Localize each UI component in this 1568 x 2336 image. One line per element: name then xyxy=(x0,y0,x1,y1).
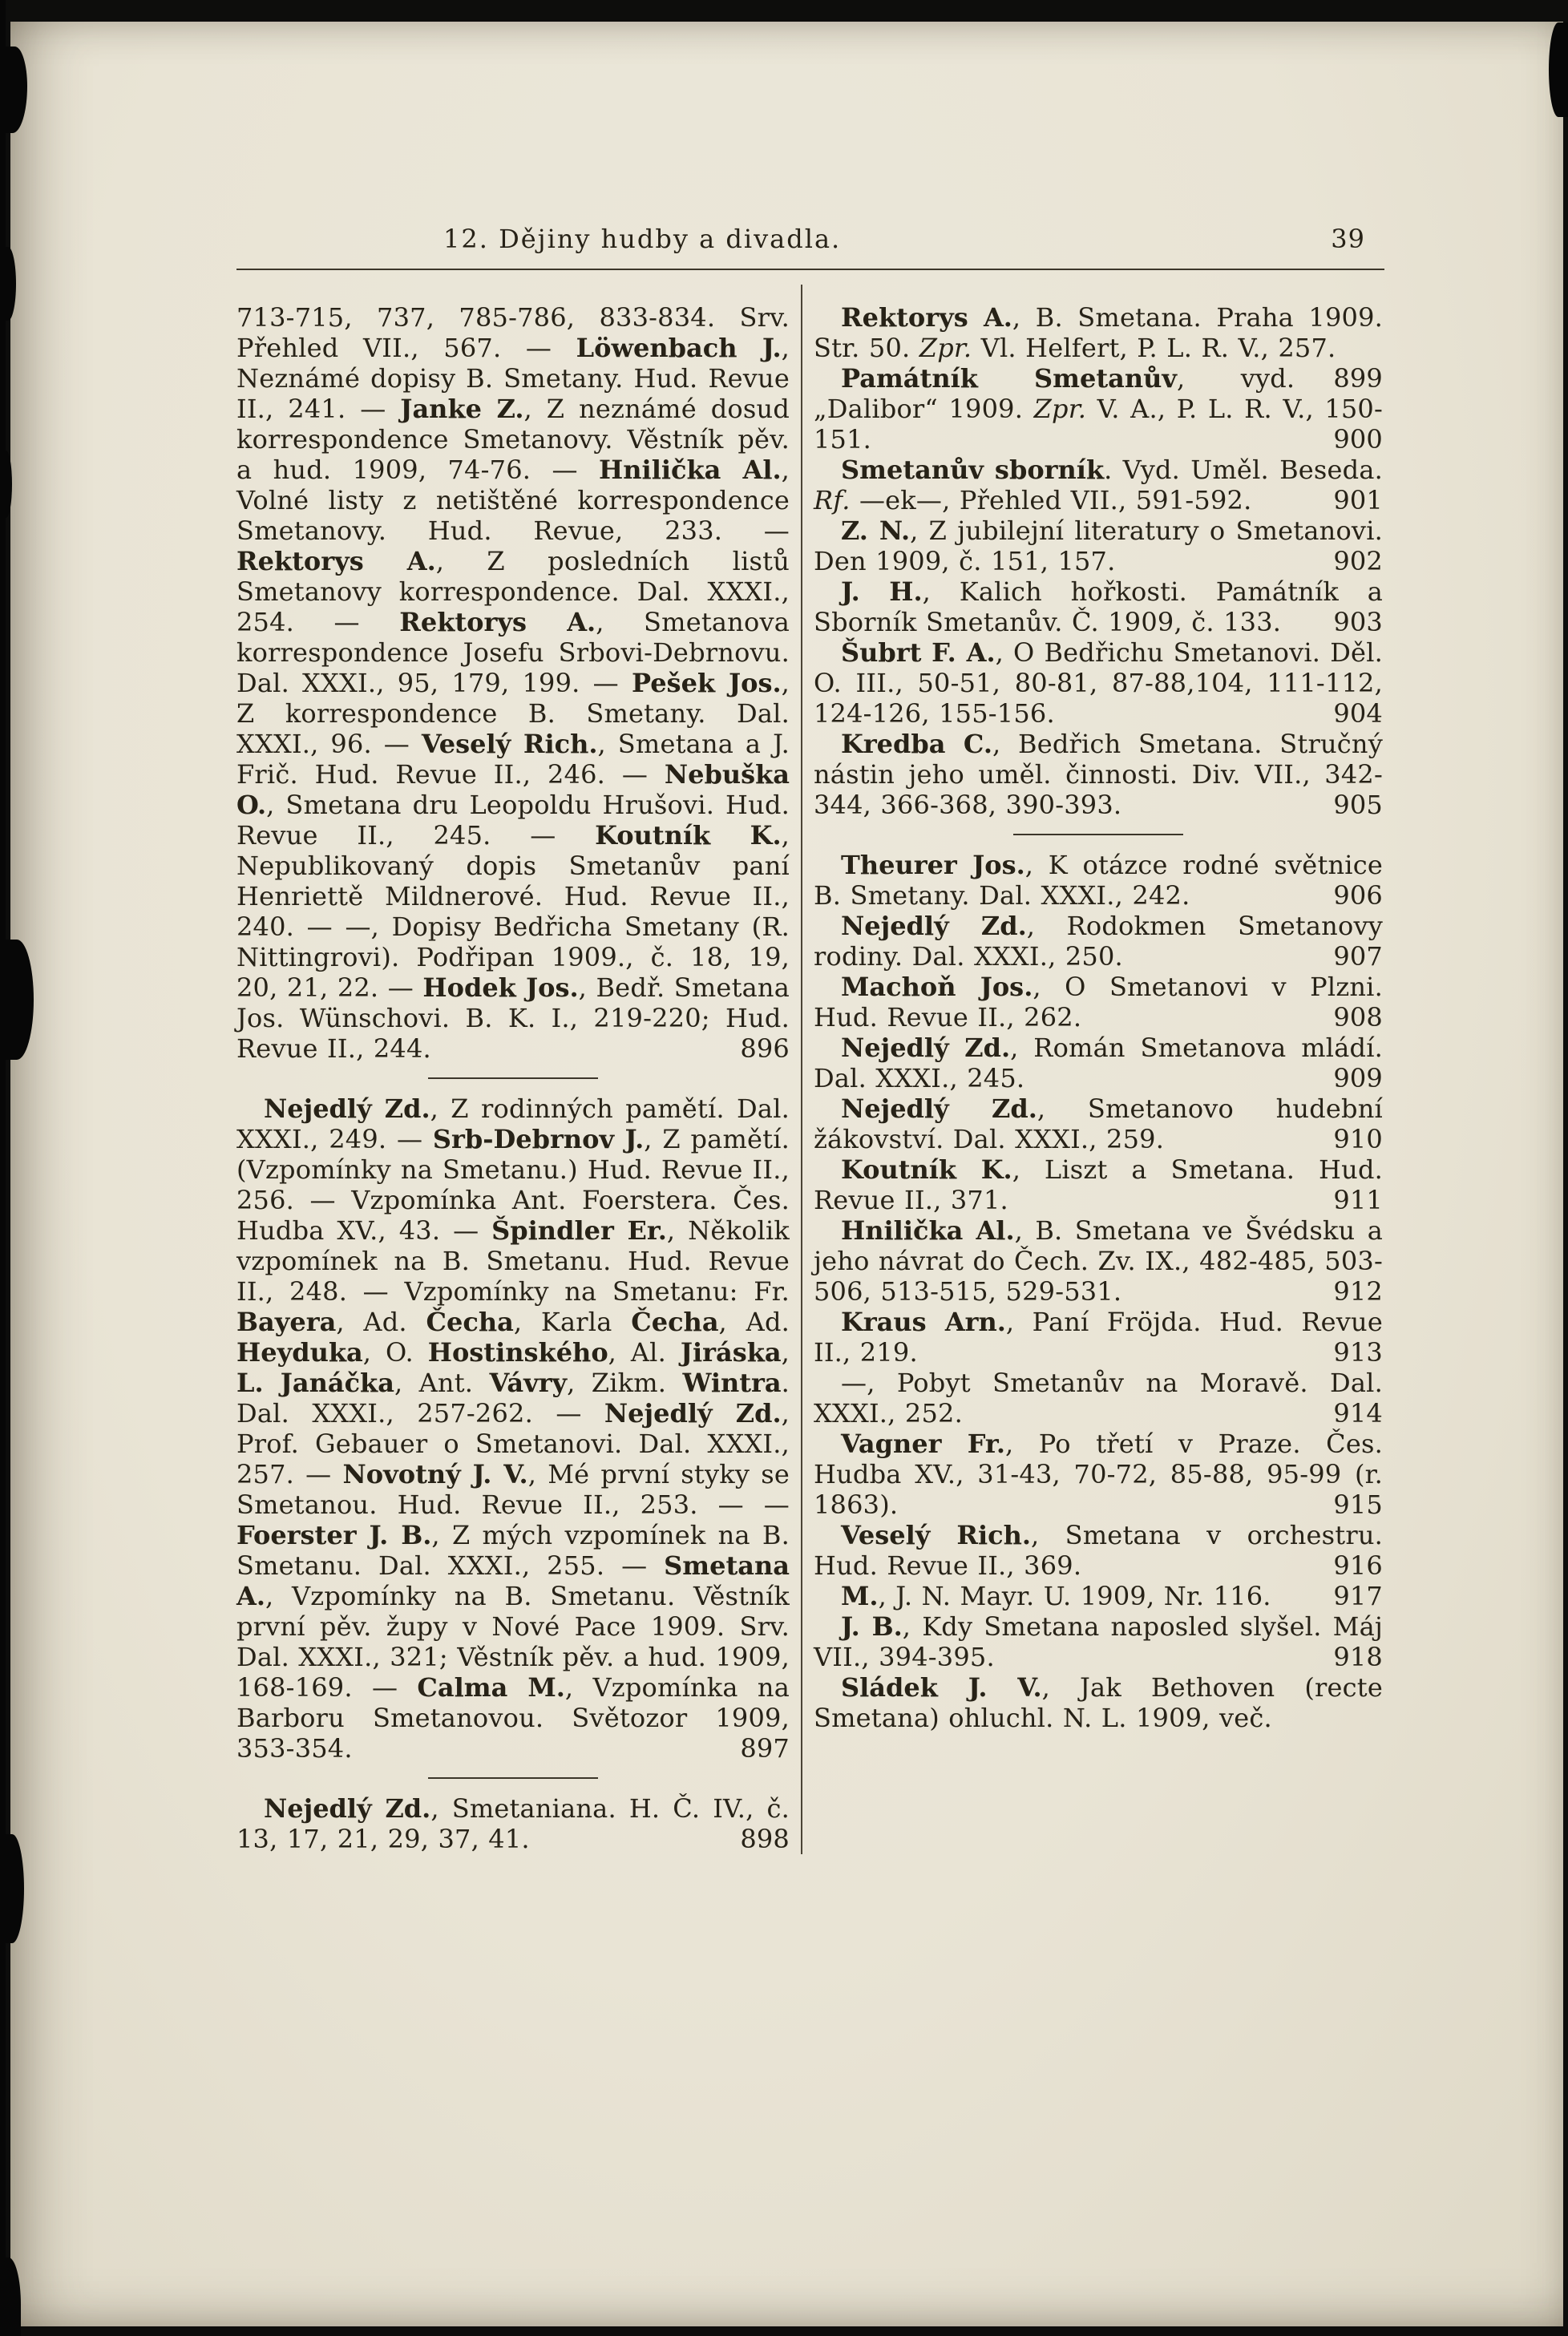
entry-text: , Ad. xyxy=(718,1307,790,1337)
author-name: Vagner Fr. xyxy=(841,1429,1005,1459)
page-header xyxy=(236,224,1384,262)
entry-text: , vyd. „Dalibor“ 1909. xyxy=(814,363,1295,424)
entry-text: , Jak Bethoven (recte Smetana) ohluchl. N. L. 1909, več. xyxy=(814,1672,1383,1733)
entry-number: 905 xyxy=(1333,790,1383,820)
scan-artifact xyxy=(0,247,16,321)
entry-text: , Román Smetanova mládí. Dal. XXXI., 245. xyxy=(814,1033,1383,1093)
author-name: Památník Smetanův xyxy=(841,363,1177,394)
author-name: Pešek Jos. xyxy=(631,668,782,698)
author-name: Nejedlý Zd. xyxy=(604,1398,782,1429)
author-name: Smetanův sborník xyxy=(841,455,1105,485)
entry-text: , K otázce rodné světnice B. Smetany. Dal. XXXI., 242. xyxy=(814,850,1384,911)
author-name: Srb-Debrnov J. xyxy=(432,1124,645,1154)
author-name: Kredba C. xyxy=(841,729,992,759)
entry-text: , Kalich hořkosti. Památník a Sborník Smetanův. Č. 1909, č. 133. xyxy=(814,576,1383,637)
entry-text: , Bedřich Smetana. Stručný nástin jeho uměl. činnosti. Div. VII., 342-344, 366-368, 390-393. xyxy=(814,729,1384,820)
entry-text: , Zikm. xyxy=(567,1368,683,1398)
author-name: J. B. xyxy=(841,1611,903,1642)
author-name: Heyduka xyxy=(236,1337,363,1368)
bibliography-entry xyxy=(814,1033,1383,1093)
author-name: Machoň Jos. xyxy=(841,972,1033,1002)
entry-text: , Mé první styky se Smetanou. Hud. Revue II., 253. — — xyxy=(236,1459,790,1520)
bibliography-entry xyxy=(814,1368,1383,1429)
author-name: M. xyxy=(841,1581,879,1611)
author-name: Špindler Er. xyxy=(491,1215,667,1246)
entry-number: 915 xyxy=(1333,1489,1383,1520)
entry-text: , Vzpomínky na B. Smetanu. Věstník první pěv. župy v Nové Pace 1909. Srv. Dal. XXXI., 321; Věstník pěv. a hud. 1909, 168-169. — xyxy=(236,1581,790,1703)
author-name: Šubrt F. A. xyxy=(841,637,996,668)
author-name: Calma M. xyxy=(417,1672,565,1703)
abbreviation-italic: Zpr. xyxy=(1033,394,1087,424)
entry-text: . Vyd. Uměl. Beseda. xyxy=(1104,455,1384,485)
text-columns xyxy=(236,281,1384,1854)
author-name: Löwenbach J. xyxy=(576,333,782,363)
entry-text: , Z posledních listů Smetanovy korrespondence. Dal. XXXI., 254. — xyxy=(236,546,790,637)
entry-text: , Volné listy z netištěné korrespondence Smetanovy. Hud. Revue, 233. — xyxy=(236,455,790,546)
entry-text: , Kdy Smetana naposled slyšel. Máj VII., 394-395. xyxy=(814,1611,1384,1672)
entry-text: , Nepublikovaný dopis Smetanův paní Henriettě Mildnerové. Hud. Revue II., 240. — —, Dopisy Bedřicha Smetany (R. Nittingrovi). Podřipan 1909., č. 18, 19, 20, 21, 22. — xyxy=(236,820,790,1003)
bibliography-entry xyxy=(814,729,1383,820)
column-divider xyxy=(801,285,802,1854)
entry-text: , O Smetanovi v Plzni. Hud. Revue II., 262. xyxy=(814,972,1383,1033)
bibliography-entry xyxy=(814,363,1383,455)
entry-number: 898 xyxy=(740,1824,790,1854)
entry-text: , Al. xyxy=(608,1337,681,1368)
bibliography-entry xyxy=(814,637,1383,729)
entry-text: , B. Smetana ve Švédsku a jeho návrat do Čech. Zv. IX., 482-485, 503-506, 513-515, 529-531. xyxy=(814,1215,1384,1307)
author-name: Čecha xyxy=(426,1307,514,1337)
entry-text: 713-715, 737, 785-786, 833-834. Srv. Přehled VII., 567. — xyxy=(236,302,790,363)
author-name: Hostinského xyxy=(427,1337,608,1368)
author-name: Hodek Jos. xyxy=(422,972,579,1003)
entry-text: , Z jubilejní literatury o Smetanovi. Den 1909, č. 151, 157. xyxy=(814,515,1383,576)
author-name: Nejedlý Zd. xyxy=(264,1093,430,1124)
author-name: Bayera xyxy=(236,1307,337,1337)
entry-text: , Neznámé dopisy B. Smetany. Hud. Revue II., 241. — xyxy=(236,333,790,424)
entry-number: 910 xyxy=(1333,1124,1383,1154)
entry-number: 899 xyxy=(1333,363,1383,394)
scan-artifact xyxy=(0,1834,24,1943)
bibliography-entry xyxy=(814,1672,1383,1733)
author-name: Novotný J. V. xyxy=(342,1459,528,1489)
author-name: L. Janáčka xyxy=(236,1368,394,1398)
entry-text: , Karla xyxy=(513,1307,632,1337)
column-left xyxy=(236,281,790,1854)
author-name: Koutník K. xyxy=(841,1154,1012,1185)
author-name: Z. N. xyxy=(841,515,911,546)
entry-text: , Paní Fröjda. Hud. Revue II., 219. xyxy=(814,1307,1384,1368)
author-name: Veselý Rich. xyxy=(841,1520,1032,1550)
bibliography-entry xyxy=(814,1093,1383,1154)
entry-text: , Rodokmen Smetanovy rodiny. Dal. XXXI., 250. xyxy=(814,911,1383,972)
entry-number: 906 xyxy=(1333,880,1383,911)
bibliography-entry xyxy=(814,1520,1383,1581)
bibliography-entry xyxy=(236,302,790,1064)
section-divider xyxy=(1013,834,1183,835)
entry-text: , Bedř. Smetana Jos. Wünschovi. B. K. I., 219-220; Hud. Revue II., 244. xyxy=(236,972,790,1064)
entry-text: , Smetaniana. H. Č. IV., č. 13, 17, 21, 29, 37, 41. xyxy=(236,1793,790,1854)
entry-text: , O. xyxy=(362,1337,428,1368)
bibliography-entry xyxy=(814,1429,1383,1520)
entry-number: 912 xyxy=(1333,1276,1383,1307)
bibliography-entry xyxy=(814,1581,1383,1611)
bibliography-entry xyxy=(814,455,1383,515)
entry-text: , Vzpomínka na Barboru Smetanovou. Světozor 1909, 353-354. xyxy=(236,1672,790,1764)
bibliography-entry xyxy=(236,1793,790,1854)
entry-text: , Po třetí v Praze. Čes. Hudba XV., 31-43, 70-72, 85-88, 95-99 (r. 1863). xyxy=(814,1429,1383,1520)
entry-text: , Liszt a Smetana. Hud. Revue II., 371. xyxy=(814,1154,1383,1215)
author-name: Hnilička Al. xyxy=(599,455,782,485)
bibliography-entry xyxy=(814,972,1383,1033)
author-name: Čecha xyxy=(631,1307,719,1337)
bibliography-entry xyxy=(814,515,1383,576)
entry-text: , O Bedřichu Smetanovi. Děl. O. III., 50-51, 80-81, 87-88,104, 111-112, 124-126, 155-156. xyxy=(814,637,1384,729)
author-name: Nebuška O. xyxy=(236,759,790,820)
author-name: Rektorys A. xyxy=(841,302,1012,333)
entry-text: , Smetanova korrespondence Josefu Srbovi-Debrnovu. Dal. XXXI., 95, 179, 199. — xyxy=(236,607,790,698)
entry-number: 907 xyxy=(1333,941,1383,972)
author-name: Koutník K. xyxy=(595,820,782,851)
bibliography-entry xyxy=(814,1611,1383,1672)
entry-number: 902 xyxy=(1333,546,1383,576)
entry-text: , Smetana dru Leopoldu Hrušovi. Hud. Revue II., 245. — xyxy=(236,790,790,851)
entry-text: , Prof. Gebauer o Smetanovi. Dal. XXXI., 257. — xyxy=(236,1398,790,1489)
author-name: Rektorys A. xyxy=(236,546,436,576)
entry-text: , Ad. xyxy=(336,1307,426,1337)
section-divider xyxy=(428,1777,598,1779)
scan-artifact xyxy=(0,451,12,518)
author-name: Foerster J. B. xyxy=(236,1520,432,1550)
entry-number: 897 xyxy=(740,1733,790,1764)
author-name: J. H. xyxy=(841,576,923,607)
entry-text: , Z rodinných pamětí. Dal. XXXI., 249. — xyxy=(236,1093,790,1154)
author-name: Sládek J. V. xyxy=(841,1672,1042,1703)
abbreviation-italic: Zpr. xyxy=(919,333,972,363)
entry-text: , Několik vzpomínek na B. Smetanu. Hud. Revue II., 248. — Vzpomínky na Smetanu: Fr. xyxy=(236,1215,790,1307)
entry-text: . Dal. XXXI., 257-262. — xyxy=(236,1368,790,1429)
author-name: Nejedlý Zd. xyxy=(841,911,1027,941)
author-name: Wintra xyxy=(682,1368,782,1398)
bibliography-entry xyxy=(814,1154,1383,1215)
entry-number: 917 xyxy=(1333,1581,1383,1611)
entry-text: , Z neznámé dosud korrespondence Smetanovy. Věstník pěv. a hud. 1909, 74-76. — xyxy=(236,394,790,485)
bibliography-entry xyxy=(814,911,1383,972)
entry-text: —, Pobyt Smetanův na Moravě. Dal. XXXI., 252. xyxy=(814,1368,1383,1429)
section-divider xyxy=(428,1077,598,1079)
scan-edge-left xyxy=(0,0,6,2336)
author-name: Kraus Arn. xyxy=(841,1307,1006,1337)
bibliography-entry xyxy=(814,1215,1383,1307)
scan-artifact xyxy=(0,940,34,1060)
entry-text: , Smetana a J. Frič. Hud. Revue II., 246. — xyxy=(236,729,790,790)
entry-number: 909 xyxy=(1333,1063,1383,1093)
author-name: Nejedlý Zd. xyxy=(264,1793,431,1824)
entry-text: V. A., P. L. R. V., 150-151. xyxy=(814,394,1384,455)
entry-text: , Z mých vzpomínek na B. Smetanu. Dal. XXXI., 255. — xyxy=(236,1520,790,1581)
entry-text: , xyxy=(781,1337,790,1368)
author-name: Vávry xyxy=(489,1368,568,1398)
bibliography-entry xyxy=(236,1093,790,1764)
author-name: Jiráska xyxy=(680,1337,782,1368)
entry-text: , J. N. Mayr. U. 1909, Nr. 116. xyxy=(878,1581,1271,1611)
header-rule xyxy=(236,269,1384,270)
author-name: Rektorys A. xyxy=(399,607,596,637)
entry-number: 916 xyxy=(1333,1550,1383,1581)
bibliography-entry xyxy=(814,576,1383,637)
entry-number: 900 xyxy=(1333,424,1383,455)
entry-text: Vl. Helfert, P. L. R. V., 257. xyxy=(972,333,1336,363)
entry-text: , Z korrespondence B. Smetany. Dal. XXXI., 96. — xyxy=(236,668,790,759)
entry-number: 913 xyxy=(1333,1337,1383,1368)
entry-text: , Smetanovo hudební žákovství. Dal. XXXI., 259. xyxy=(814,1093,1383,1154)
author-name: Janke Z. xyxy=(400,394,524,424)
book-page xyxy=(10,22,1563,2326)
page-number: 39 xyxy=(1331,224,1365,254)
entry-number: 914 xyxy=(1333,1398,1383,1429)
text-area xyxy=(236,224,1384,1854)
bibliography-entry xyxy=(814,850,1383,911)
entry-text: —ek—, Přehled VII., 591-592. xyxy=(850,485,1252,515)
entry-text: , B. Smetana. Praha 1909. Str. 50. xyxy=(814,302,1384,363)
entry-text: , Z pamětí. (Vzpomínky na Smetanu.) Hud. Revue II., 256. — Vzpomínka Ant. Foerstera. Čes. Hudba XV., 43. — xyxy=(236,1124,790,1246)
author-name: Veselý Rich. xyxy=(421,729,598,759)
column-right xyxy=(814,281,1383,1854)
entry-text: , Smetana v orchestru. Hud. Revue II., 369. xyxy=(814,1520,1384,1581)
author-name: Nejedlý Zd. xyxy=(841,1093,1037,1124)
entry-text: , Ant. xyxy=(394,1368,490,1398)
bibliography-entry xyxy=(814,1307,1383,1368)
entry-number: 918 xyxy=(1333,1642,1383,1672)
entry-number: 901 xyxy=(1333,485,1383,515)
entry-number: 911 xyxy=(1333,1185,1383,1215)
author-name: Hnilička Al. xyxy=(841,1215,1015,1246)
running-title: 12. Dějiny hudby a divadla. xyxy=(443,224,842,254)
entry-number: 896 xyxy=(740,1033,790,1064)
author-name: Smetana A. xyxy=(236,1550,790,1611)
author-name: Theurer Jos. xyxy=(841,850,1025,880)
scan-artifact xyxy=(1549,22,1568,117)
entry-number: 903 xyxy=(1333,607,1383,637)
entry-number: 908 xyxy=(1333,1002,1383,1033)
entry-number: 904 xyxy=(1333,698,1383,729)
abbreviation-italic: Rf. xyxy=(814,485,851,515)
author-name: Nejedlý Zd. xyxy=(841,1033,1011,1063)
